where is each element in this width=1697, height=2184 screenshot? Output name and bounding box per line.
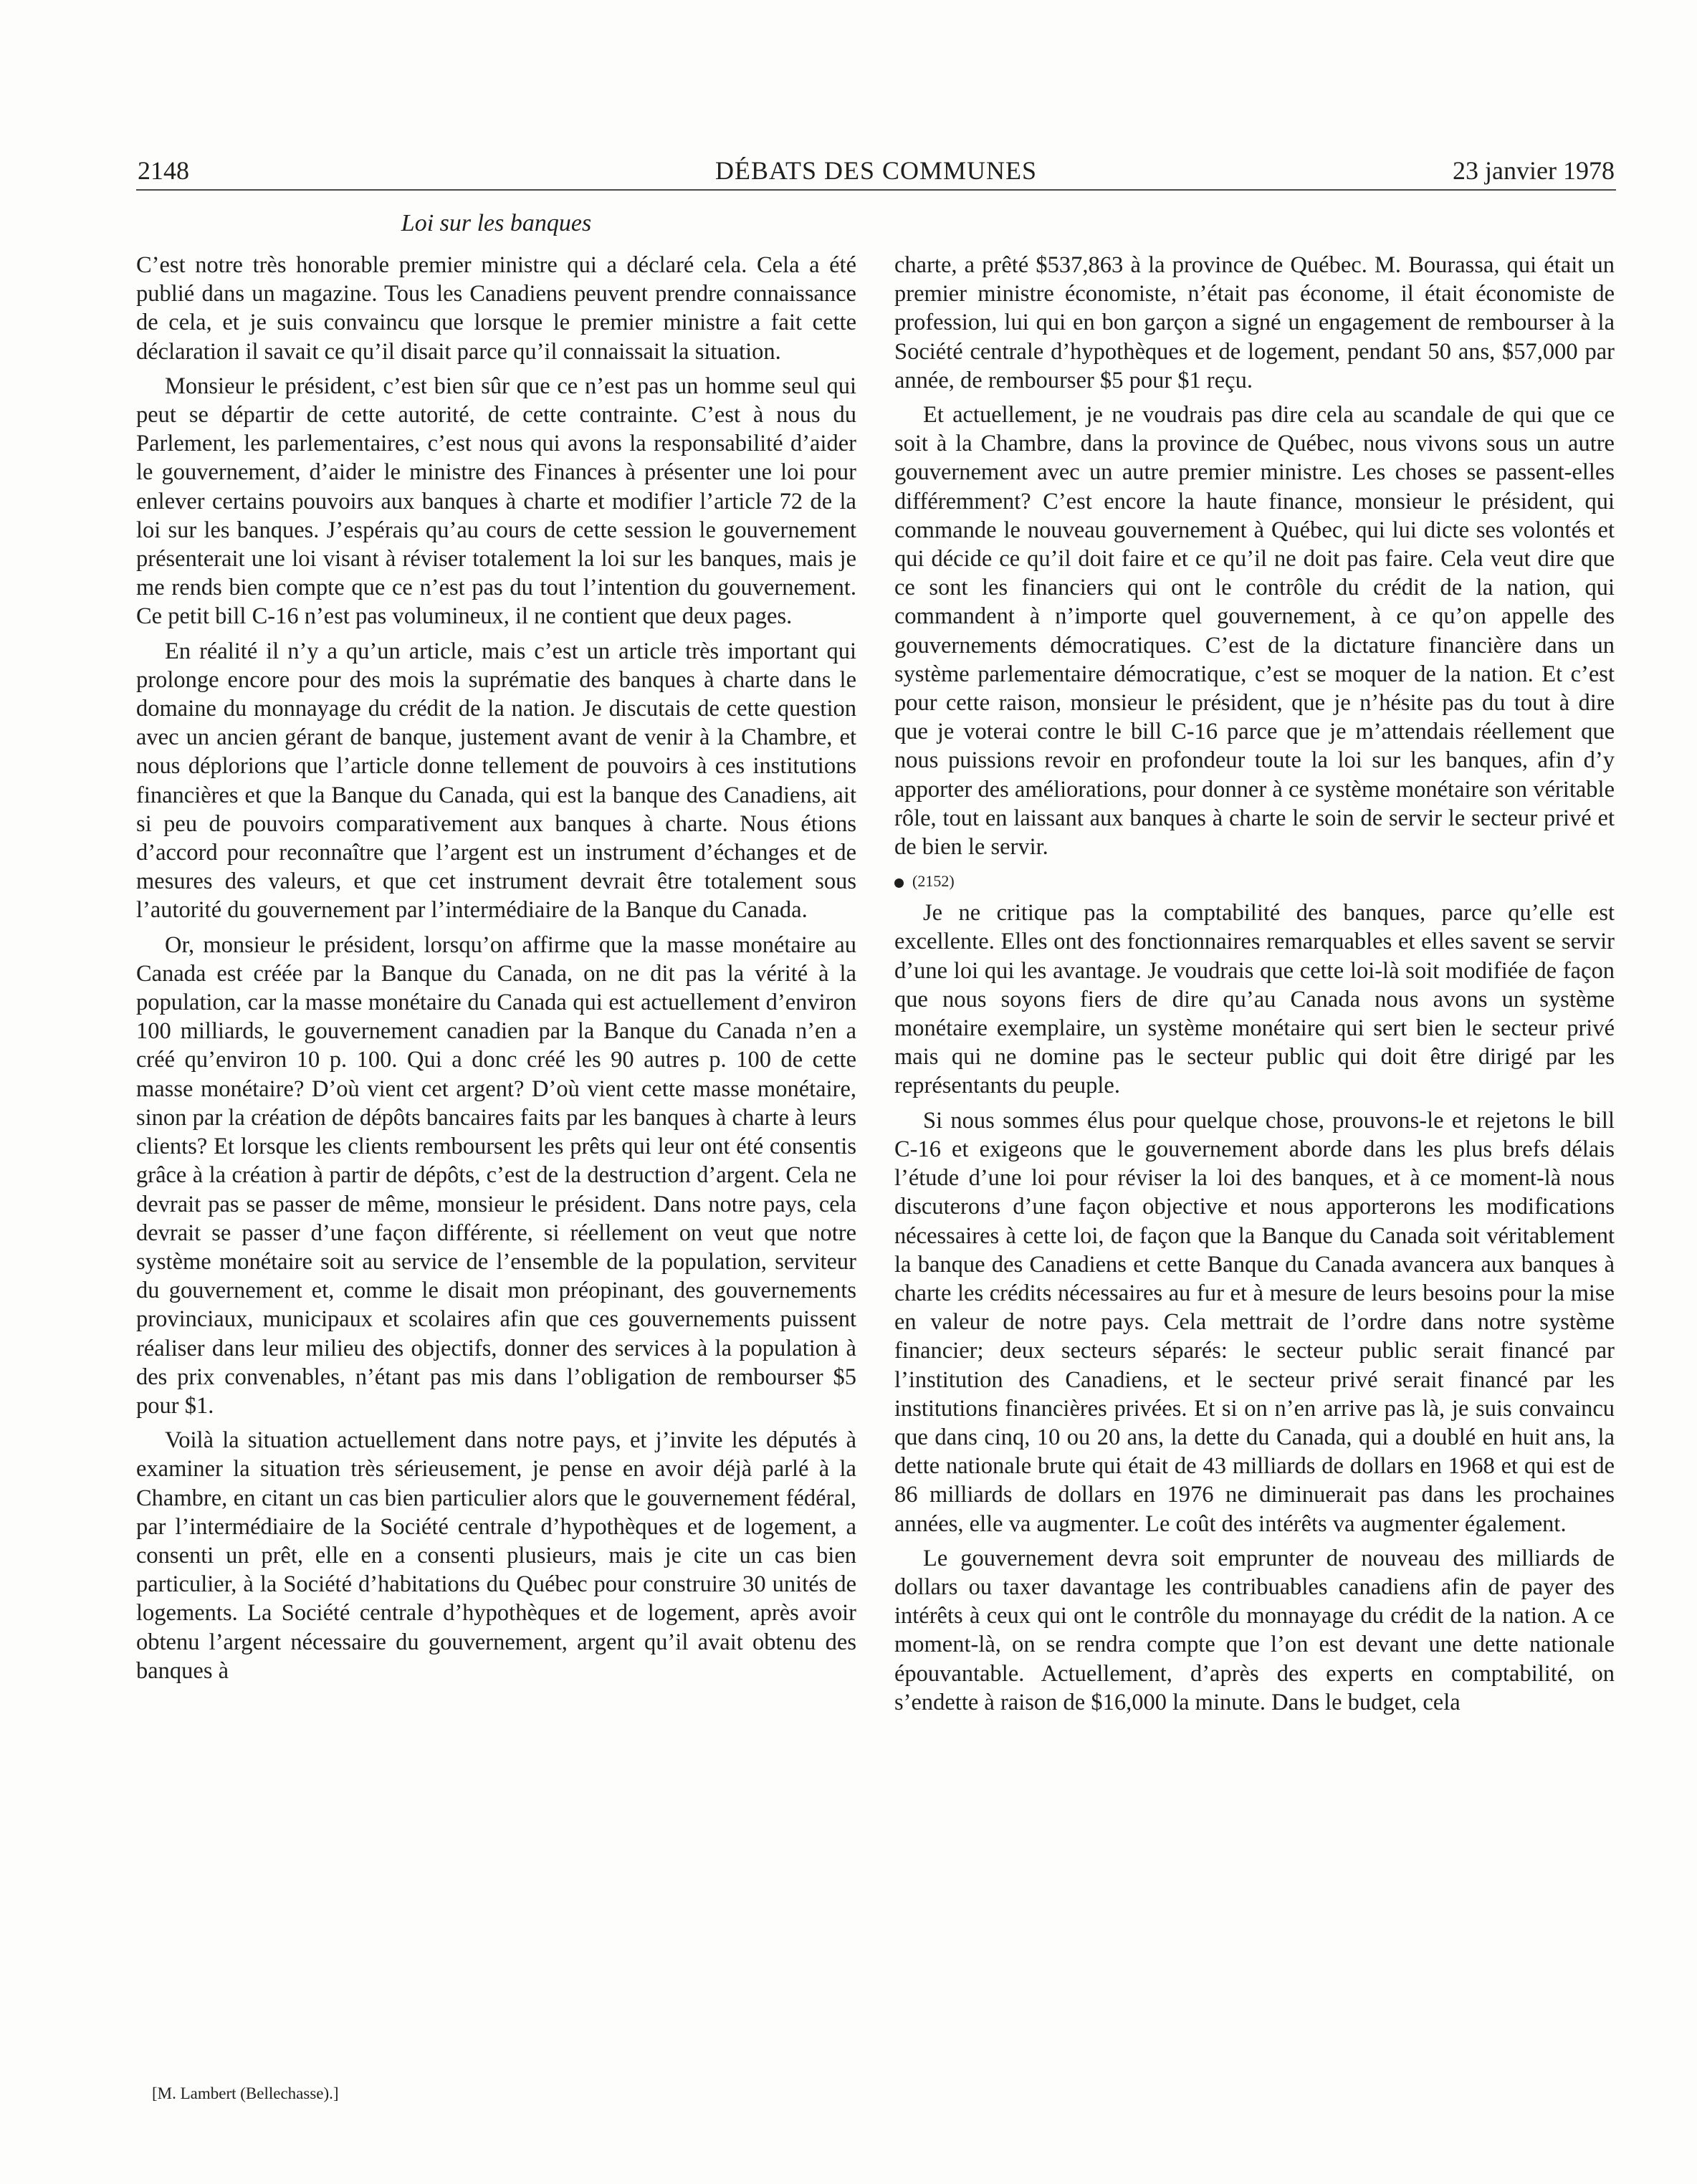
bullet-icon bbox=[894, 878, 904, 888]
left-column bbox=[136, 251, 856, 1691]
paragraph: Or, monsieur le président, lorsqu’on affirme que la masse monétaire au Canada est créée par la Banque du Canada, on ne dit pas la vérité à la population, car la masse monétaire du Canada qui est actuellement d’environ 100 milliards, le gouvernement canadien par la Banque du Canada n’en a créé qu’environ 10 p. 100. Qui a donc créé les 90 autres p. 100 de cette masse monétaire? D’où vient cet argent? D’où vient cette masse monétaire, sinon par la création de dépôts bancaires faits par les banques à charte à leurs clients? Et lorsque les clients remboursent les prêts qui leur ont été consentis grâce à la création à partir de dépôts, c’est de la destruction d’argent. Cela ne devrait pas se passer de même, monsieur le président. Dans notre pays, cela devrait se passer d’une façon différente, si réellement on veut que notre système monétaire soit au service de l’ensemble de la population, serviteur du gouvernement et, comme le disait mon préopinant, des gouvernements provinciaux, municipaux et scolaires afin que ces gouvernements puissent réaliser dans leur milieu des objectifs, donner des services à la population à des prix convenables, n’étant pas mis dans l’obligation de rembourser $5 pour $1. bbox=[136, 931, 856, 1419]
paragraph: Le gouvernement devra soit emprunter de nouveau des milliards de dollars ou taxer davantage les contribuables canadiens afin de payer des intérêts à ceux qui ont le contrôle du monnayage du crédit de la nation. A ce moment-là, on se rendra compte que l’on est devant une dette nationale épouvantable. Actuellement, d’après des experts en comptabilité, on s’endette à raison de $16,000 la minute. Dans le budget, cela bbox=[894, 1545, 1615, 1715]
paragraph: Si nous sommes élus pour quelque chose, prouvons-le et rejetons le bill C-16 et exigeons que le gouvernement aborde dans les plus brefs délais l’étude d’une loi pour réviser la loi des banques, et à ce moment-là nous discuterons d’une façon objective et nous apporterons les modifications nécessaires à cette loi, de façon que la Banque du Canada soit véritablement la banque des Canadiens et cette Banque du Canada avancera aux banques à charte les crédits nécessaires au fur et à mesure de leurs besoins pour la mise en valeur de notre pays. Cela mettrait de l’ordre dans notre système financier; deux secteurs séparés: le secteur public serait financé par l’institution des Canadiens, et le secteur privé serait financé par les institutions financières privées. Et si on n’en arrive pas là, je suis convaincu que dans cinq, 10 ou 20 ans, la dette du Canada, qui a doublé en huit ans, la dette nationale brute qui était de 43 milliards de dollars en 1968 et qui est de 86 milliards de dollars en 1976 ne diminuerait pas dans les prochaines années, elle va augmenter. Le coût des intérêts va augmenter également. bbox=[894, 1107, 1615, 1537]
time-marker-text: (2152) bbox=[912, 872, 955, 891]
page-header bbox=[136, 152, 1616, 191]
journal-title: DÉBATS DES COMMUNES bbox=[714, 156, 1038, 185]
paragraph: En réalité il n’y a qu’un article, mais c’est un article très important qui prolonge encore pour des mois la suprématie des banques à charte dans le domaine du monnayage du crédit de la nation. Je discutais de cette question avec un ancien gérant de banque, justement avant de venir à la Chambre, et nous déplorions que l’article donne tellement de pouvoirs à ces institutions financières et que la Banque du Canada, qui est la banque des Canadiens, ait si peu de pouvoirs comparativement aux banques à charte. Nous étions d’accord pour reconnaître que l’argent est un instrument d’échanges et de mesures des valeurs, et que cet instrument devrait être totalement sous l’autorité du gouvernement par l’intermédiaire de la Banque du Canada. bbox=[136, 638, 856, 924]
time-marker bbox=[894, 868, 1615, 894]
paragraph: charte, a prêté $537,863 à la province de Québec. M. Bourassa, qui était un premier ministre économiste, n’était pas économe, il était économiste de profession, lui qui en bon garçon a signé un engagement de rembourser à la Société centrale d’hypothèques et de logement, pendant 50 ans, $57,000 par année, de rembourser $5 pour $1 reçu. bbox=[894, 252, 1615, 393]
paragraph: Voilà la situation actuellement dans notre pays, et j’invite les députés à examiner la situation très sérieusement, je pense en avoir déjà parlé à la Chambre, en citant un cas bien particulier alors que le gouvernement fédéral, par l’intermédiaire de la Société centrale d’hypothèques et de logement, a consenti un prêt, elle en a consenti plusieurs, mais je cite un cas bien particulier, à la Société d’habitations du Québec pour construire 30 unités de logements. La Société centrale d’hypothèques et de logement, après avoir obtenu l’argent nécessaire du gouvernement, argent qu’il avait obtenu des banques à bbox=[136, 1427, 856, 1684]
paragraph: Je ne critique pas la comptabilité des banques, parce qu’elle est excellente. Elles ont des fonctionnaires remarquables et elles savent se servir d’une loi qui les avantage. Je voudrais que cette loi-là soit modifiée de façon que nous soyons fiers de dire qu’au Canada nous avons un système monétaire exemplaire, un système monétaire qui sert bien le secteur privé mais qui ne domine pas le secteur public qui doit être dirigé par les représentants du peuple. bbox=[894, 900, 1615, 1099]
speaker-note: [M. Lambert (Bellechasse).] bbox=[152, 2084, 339, 2102]
paragraph: Monsieur le président, c’est bien sûr que ce n’est pas un homme seul qui peut se départir de cette autorité, de cette contrainte. C’est à nous du Parlement, les parlementaires, c’est nous qui avons la responsabilité d’aider le gouvernement, d’aider le ministre des Finances à présenter une loi pour enlever certains pouvoirs aux banques à charte et modifier l’article 72 de la loi sur les banques. J’espérais qu’au cours de cette session le gouvernement présenterait une loi visant à réviser totalement la loi sur les banques, mais je me rends bien compte que ce n’est pas du tout l’intention du gouvernement. Ce petit bill C-16 n’est pas volumineux, il ne contient que deux pages. bbox=[136, 373, 856, 630]
page-number: 2148 bbox=[138, 156, 189, 185]
right-column bbox=[894, 251, 1615, 1723]
paragraph: Et actuellement, je ne voudrais pas dire cela au scandale de qui que ce soit à la Chambre, dans la province de Québec, nous vivons sous un autre gouvernement avec un autre premier ministre. Les choses se passent-elles différemment? C’est encore la haute finance, monsieur le président, qui commande le nouveau gouvernement à Québec, qui lui dicte ses volontés et qui décide ce qu’il doit faire et ce qu’il ne doit pas faire. Cela veut dire que ce sont les financiers qui ont le contrôle du crédit de la nation, qui commandent à n’importe quel gouvernement, à ce qu’on appelle des gouvernements démocratiques. C’est de la dictature financière dans un système parlementaire démocratique, c’est se moquer de la nation. Et c’est pour cette raison, monsieur le président, que je n’hésite pas du tout à dire que je voterai contre le bill C-16 parce que je m’attendais réellement que nous puissions revoir en profondeur toute la loi sur les banques, afin d’y apporter des améliorations, pour donner à ce système monétaire son véritable rôle, tout en laissant aux banques à charte le soin de servir le secteur privé et de bien le servir. bbox=[894, 402, 1615, 861]
paragraph: C’est notre très honorable premier ministre qui a déclaré cela. Cela a été publié dans un magazine. Tous les Canadiens peuvent prendre connaissance de cela, et je suis convaincu que lorsque le premier ministre a fait cette déclaration il savait ce qu’il disait parce qu’il connaissait la situation. bbox=[136, 252, 856, 365]
issue-date: 23 janvier 1978 bbox=[1453, 156, 1615, 185]
section-title: Loi sur les banques bbox=[401, 210, 592, 236]
